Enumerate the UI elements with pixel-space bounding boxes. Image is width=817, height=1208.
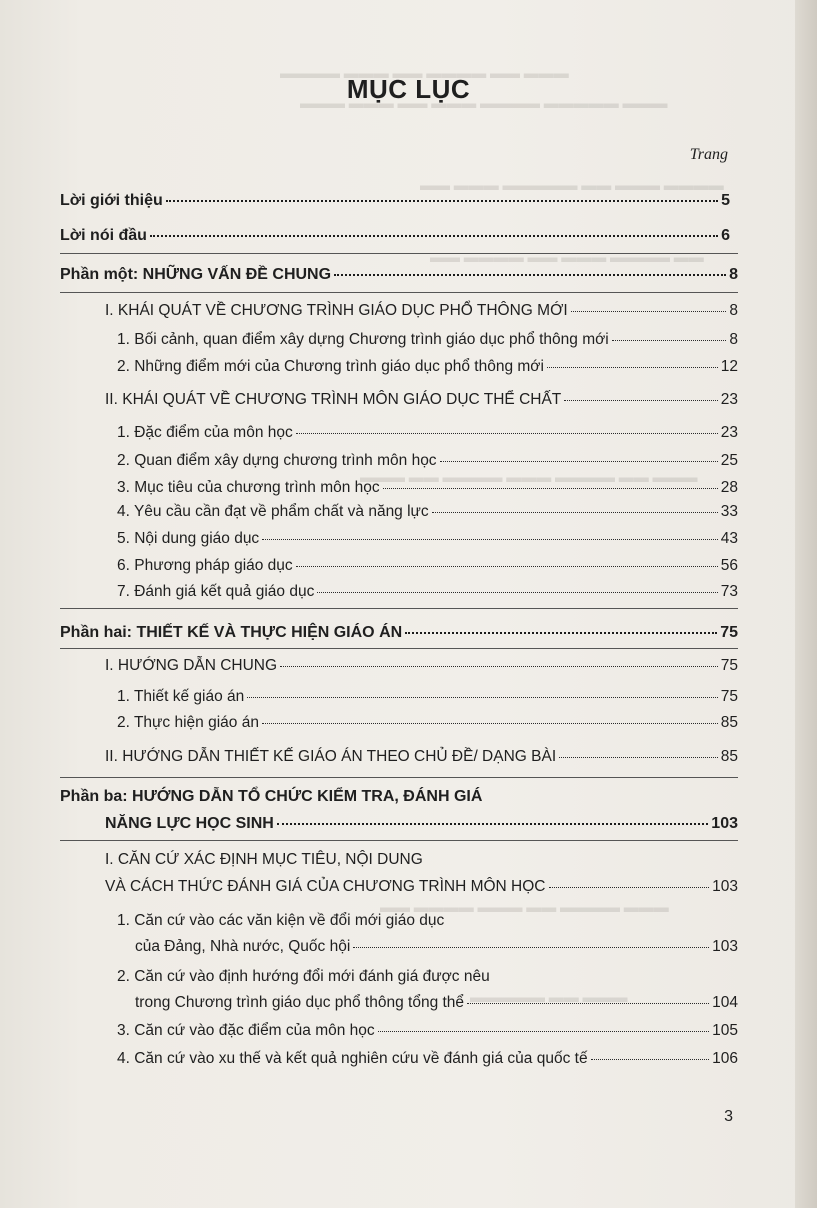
dot-leader xyxy=(150,235,718,237)
toc-entry[interactable] xyxy=(117,583,738,601)
toc-entry-page: 8 xyxy=(729,302,738,319)
toc-entry-line1[interactable]: 1. Căn cứ vào các văn kiện về đổi mới giáo dục xyxy=(117,912,445,929)
dot-leader xyxy=(432,512,718,513)
toc-entry-label: VÀ CÁCH THỨC ĐÁNH GIÁ CỦA CHƯƠNG TRÌNH MÔN HỌC xyxy=(105,878,546,895)
toc-entry-page: 105 xyxy=(712,1022,738,1039)
toc-entry[interactable] xyxy=(117,688,738,706)
toc-entry[interactable] xyxy=(117,1022,738,1040)
dot-leader xyxy=(564,400,717,401)
toc-entry[interactable] xyxy=(135,938,738,956)
toc-entry-label: I. KHÁI QUÁT VỀ CHƯƠNG TRÌNH GIÁO DỤC PHỔ THÔNG MỚI xyxy=(105,302,568,319)
toc-entry-label: 1. Bối cảnh, quan điểm xây dựng Chương trình giáo dục phổ thông mới xyxy=(117,331,609,348)
dot-leader xyxy=(166,200,718,202)
toc-entry-label: của Đảng, Nhà nước, Quốc hội xyxy=(135,938,351,955)
toc-entry-page: 103 xyxy=(711,815,738,832)
page-number: 3 xyxy=(724,1108,733,1125)
dot-leader xyxy=(247,697,718,698)
toc-entry-page: 43 xyxy=(720,530,738,547)
toc-entry-page: 85 xyxy=(720,748,738,765)
toc-entry[interactable] xyxy=(117,331,738,349)
toc-entry-label: II. HƯỚNG DẪN THIẾT KẾ GIÁO ÁN THEO CHỦ ĐỀ/ DẠNG BÀI xyxy=(105,748,557,765)
toc-entry[interactable] xyxy=(117,479,738,497)
toc-entry[interactable] xyxy=(117,557,738,575)
dot-leader xyxy=(334,274,726,276)
page-spine-edge xyxy=(795,0,817,1208)
toc-entry-label: 1. Thiết kế giáo án xyxy=(117,688,245,705)
toc-entry-label: 5. Nội dung giáo dục xyxy=(117,530,260,547)
toc-entry[interactable] xyxy=(117,358,738,376)
dot-leader xyxy=(405,632,717,634)
toc-entry[interactable] xyxy=(60,192,730,210)
toc-entry[interactable] xyxy=(105,391,738,409)
toc-entry-label: I. HƯỚNG DẪN CHUNG xyxy=(105,657,278,674)
toc-entry[interactable] xyxy=(105,878,738,896)
toc-entry-page: 6 xyxy=(721,227,730,244)
toc-entry-page: 8 xyxy=(729,331,738,348)
toc-part-heading[interactable] xyxy=(60,266,738,284)
toc-entry-page: 28 xyxy=(720,479,738,496)
toc-entry[interactable] xyxy=(105,657,738,675)
dot-leader xyxy=(547,367,718,368)
toc-entry-page: 33 xyxy=(720,503,738,520)
section-divider xyxy=(60,777,738,778)
toc-entry[interactable] xyxy=(60,227,730,245)
toc-entry-label: trong Chương trình giáo dục phổ thông tổng thể xyxy=(135,994,465,1011)
toc-entry-page: 106 xyxy=(712,1050,738,1067)
toc-entry-label: 2. Quan điểm xây dựng chương trình môn học xyxy=(117,452,437,469)
dot-leader xyxy=(612,340,727,341)
dot-leader xyxy=(591,1059,710,1060)
dot-leader xyxy=(378,1031,709,1032)
toc-entry-page: 23 xyxy=(720,424,738,441)
toc-entry-label: 2. Những điểm mới của Chương trình giáo dục phổ thông mới xyxy=(117,358,544,375)
dot-leader xyxy=(353,947,709,948)
toc-part-heading[interactable] xyxy=(105,815,738,833)
toc-entry-line1[interactable]: 2. Căn cứ vào định hướng đổi mới đánh giá được nêu xyxy=(117,968,490,985)
page-title: MỤC LỤC xyxy=(346,74,471,104)
dot-leader xyxy=(571,311,727,312)
toc-entry-label: 6. Phương pháp giáo dục xyxy=(117,557,293,574)
toc-entry-page: 103 xyxy=(712,878,738,895)
section-divider xyxy=(60,648,738,649)
toc-entry[interactable] xyxy=(117,530,738,548)
toc-entry-label: II. KHÁI QUÁT VỀ CHƯƠNG TRÌNH MÔN GIÁO DỤC THỂ CHẤT xyxy=(105,391,562,408)
toc-entry-line1[interactable]: I. CĂN CỨ XÁC ĐỊNH MỤC TIÊU, NỘI DUNG xyxy=(105,851,423,868)
toc-entry-label: 4. Căn cứ vào xu thế và kết quả nghiên cứu về đánh giá của quốc tế xyxy=(117,1050,588,1067)
dot-leader xyxy=(296,566,718,567)
toc-entry[interactable] xyxy=(135,994,738,1012)
toc-entry-page: 12 xyxy=(720,358,738,375)
toc-entry-page: 75 xyxy=(720,624,738,641)
toc-entry-label: 1. Đặc điểm của môn học xyxy=(117,424,293,441)
toc-entry-label: Phần hai: THIẾT KẾ VÀ THỰC HIỆN GIÁO ÁN xyxy=(60,624,403,641)
toc-entry-page: 73 xyxy=(720,583,738,600)
toc-entry-page: 104 xyxy=(712,994,738,1011)
toc-entry-page: 85 xyxy=(720,714,738,731)
section-divider xyxy=(60,840,738,841)
section-divider xyxy=(60,292,738,293)
toc-part-heading[interactable] xyxy=(60,624,738,642)
dot-leader xyxy=(549,887,710,888)
toc-entry[interactable] xyxy=(117,714,738,732)
dot-leader xyxy=(440,461,718,462)
dot-leader xyxy=(262,539,718,540)
toc-entry[interactable] xyxy=(117,424,738,442)
toc-entry-label: Phần một: NHỮNG VẤN ĐỀ CHUNG xyxy=(60,266,332,283)
toc-entry-page: 5 xyxy=(721,192,730,209)
dot-leader xyxy=(383,488,718,489)
toc-entry-page: 8 xyxy=(729,266,738,283)
toc-entry-label: Lời giới thiệu xyxy=(60,192,163,209)
toc-entry-label: 2. Thực hiện giáo án xyxy=(117,714,259,731)
toc-entry-label: 3. Căn cứ vào đặc điểm của môn học xyxy=(117,1022,375,1039)
toc-entry[interactable] xyxy=(105,302,738,320)
dot-leader xyxy=(296,433,718,434)
toc-part-heading-line1[interactable]: Phần ba: HƯỚNG DẪN TỔ CHỨC KIỂM TRA, ĐÁNH GIÁ xyxy=(60,788,483,805)
toc-entry-label: 3. Mục tiêu của chương trình môn học xyxy=(117,479,380,496)
toc-entry-label: 7. Đánh giá kết quả giáo dục xyxy=(117,583,315,600)
page-column-header: Trang xyxy=(689,146,728,163)
dot-leader xyxy=(317,592,717,593)
dot-leader xyxy=(280,666,718,667)
toc-entry-page: 25 xyxy=(720,452,738,469)
toc-entry-page: 23 xyxy=(720,391,738,408)
dot-leader xyxy=(262,723,718,724)
toc-entry-page: 56 xyxy=(720,557,738,574)
toc-entry[interactable] xyxy=(117,1050,738,1068)
dot-leader xyxy=(277,823,708,825)
toc-entry-label: Lời nói đầu xyxy=(60,227,147,244)
section-divider xyxy=(60,608,738,609)
toc-entry[interactable] xyxy=(105,748,738,766)
dot-leader xyxy=(467,1003,709,1004)
toc-entry-page: 75 xyxy=(720,657,738,674)
toc-entry[interactable] xyxy=(117,452,738,470)
toc-entry-page: 75 xyxy=(720,688,738,705)
toc-entry-page: 103 xyxy=(712,938,738,955)
toc-entry-label: 4. Yêu cầu cần đạt về phẩm chất và năng lực xyxy=(117,503,429,520)
section-divider xyxy=(60,253,738,254)
toc-entry-label: NĂNG LỰC HỌC SINH xyxy=(105,815,274,832)
dot-leader xyxy=(559,757,718,758)
toc-entry[interactable] xyxy=(117,503,738,521)
